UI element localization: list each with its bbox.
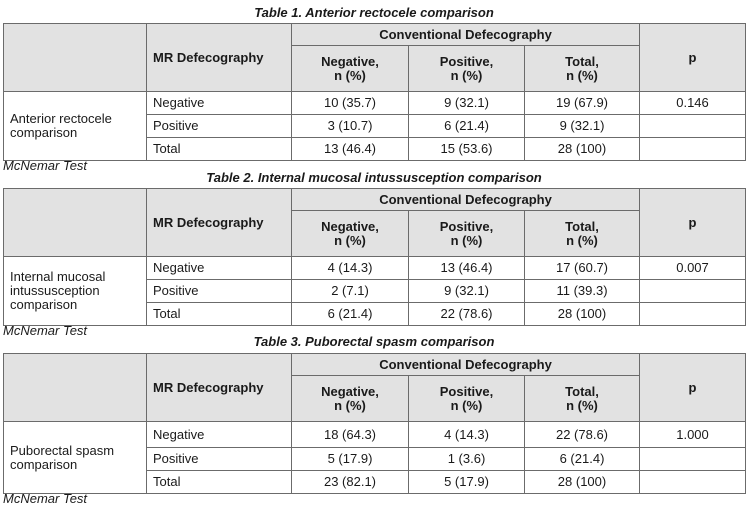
col-negative-header: Negative, n (%) — [292, 46, 409, 92]
comparison-table — [3, 188, 746, 326]
p-header: p — [640, 189, 746, 257]
row-group-label: Anterior rectocele comparison — [4, 92, 147, 161]
p-value-empty — [640, 448, 746, 471]
negative-value: 6 (21.4) — [292, 303, 409, 326]
conventional-defecography-header: Conventional Defecography — [292, 354, 640, 376]
table-title: Table 1. Anterior rectocele comparison — [254, 5, 494, 20]
positive-value: 13 (46.4) — [409, 257, 525, 280]
table-row — [4, 422, 746, 448]
positive-value: 15 (53.6) — [409, 138, 525, 161]
conventional-defecography-header: Conventional Defecography — [292, 24, 640, 46]
row-group-label: Puborectal spasm comparison — [4, 422, 147, 494]
p-value: 0.007 — [640, 257, 746, 280]
total-value: 6 (21.4) — [525, 448, 640, 471]
total-value: 28 (100) — [525, 303, 640, 326]
negative-value: 4 (14.3) — [292, 257, 409, 280]
comparison-table — [3, 23, 746, 161]
p-header: p — [640, 354, 746, 422]
mr-defecography-header: MR Defecography — [147, 354, 292, 422]
p-header: p — [640, 24, 746, 92]
negative-value: 2 (7.1) — [292, 280, 409, 303]
mr-result-label: Total — [147, 303, 292, 326]
total-value: 9 (32.1) — [525, 115, 640, 138]
mr-result-label: Negative — [147, 92, 292, 115]
table-footnote: McNemar Test — [3, 323, 88, 338]
table-row — [4, 92, 746, 115]
p-value: 1.000 — [640, 422, 746, 448]
negative-value: 13 (46.4) — [292, 138, 409, 161]
mr-result-label: Total — [147, 471, 292, 494]
mr-result-label: Positive — [147, 448, 292, 471]
header-blank — [4, 189, 147, 257]
table-row — [4, 257, 746, 280]
p-value: 0.146 — [640, 92, 746, 115]
positive-value: 6 (21.4) — [409, 115, 525, 138]
positive-value: 4 (14.3) — [409, 422, 525, 448]
positive-value: 1 (3.6) — [409, 448, 525, 471]
col-negative-header: Negative, n (%) — [292, 211, 409, 257]
row-group-label: Internal mucosal intussusception comparison — [4, 257, 147, 326]
col-total-header: Total, n (%) — [525, 46, 640, 92]
col-positive-header: Positive, n (%) — [409, 376, 525, 422]
table-footnote: McNemar Test — [3, 158, 88, 173]
total-value: 28 (100) — [525, 471, 640, 494]
total-value: 22 (78.6) — [525, 422, 640, 448]
positive-value: 9 (32.1) — [409, 280, 525, 303]
mr-result-label: Total — [147, 138, 292, 161]
mr-result-label: Positive — [147, 115, 292, 138]
negative-value: 23 (82.1) — [292, 471, 409, 494]
table-footnote: McNemar Test — [3, 491, 88, 506]
mr-result-label: Positive — [147, 280, 292, 303]
table-title: Table 2. Internal mucosal intussusception comparison — [206, 170, 542, 185]
positive-value: 9 (32.1) — [409, 92, 525, 115]
positive-value: 5 (17.9) — [409, 471, 525, 494]
p-value-empty — [640, 138, 746, 161]
header-blank — [4, 354, 147, 422]
negative-value: 3 (10.7) — [292, 115, 409, 138]
negative-value: 5 (17.9) — [292, 448, 409, 471]
p-value-empty — [640, 303, 746, 326]
p-value-empty — [640, 471, 746, 494]
mr-defecography-header: MR Defecography — [147, 24, 292, 92]
col-negative-header: Negative, n (%) — [292, 376, 409, 422]
table-title: Table 3. Puborectal spasm comparison — [253, 334, 495, 349]
total-value: 28 (100) — [525, 138, 640, 161]
negative-value: 18 (64.3) — [292, 422, 409, 448]
negative-value: 10 (35.7) — [292, 92, 409, 115]
total-value: 19 (67.9) — [525, 92, 640, 115]
total-value: 11 (39.3) — [525, 280, 640, 303]
total-value: 17 (60.7) — [525, 257, 640, 280]
col-total-header: Total, n (%) — [525, 211, 640, 257]
conventional-defecography-header: Conventional Defecography — [292, 189, 640, 211]
col-positive-header: Positive, n (%) — [409, 46, 525, 92]
p-value-empty — [640, 115, 746, 138]
col-total-header: Total, n (%) — [525, 376, 640, 422]
col-positive-header: Positive, n (%) — [409, 211, 525, 257]
mr-result-label: Negative — [147, 422, 292, 448]
header-blank — [4, 24, 147, 92]
comparison-table — [3, 353, 746, 494]
mr-defecography-header: MR Defecography — [147, 189, 292, 257]
p-value-empty — [640, 280, 746, 303]
positive-value: 22 (78.6) — [409, 303, 525, 326]
mr-result-label: Negative — [147, 257, 292, 280]
